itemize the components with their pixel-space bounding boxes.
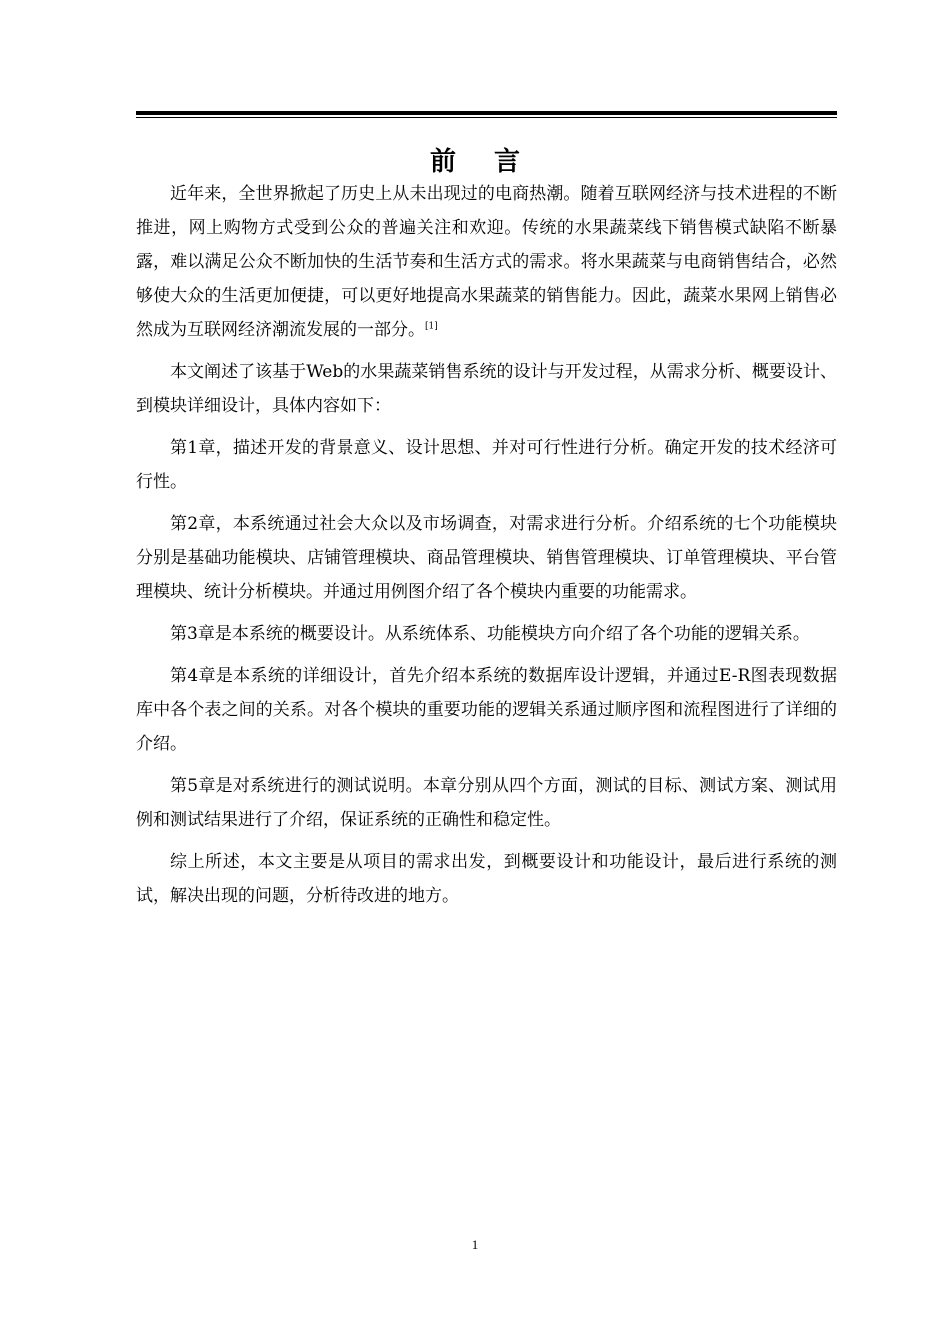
header-rule-thick <box>136 111 837 115</box>
paragraph-7: 第5章是对系统进行的测试说明。本章分别从四个方面，测试的目标、测试方案、测试用例和测试结果进行了介绍，保证系统的正确性和稳定性。 <box>136 776 837 830</box>
document-body <box>136 175 837 913</box>
paragraph-5: 第3章是本系统的概要设计。从系统体系、功能模块方向介绍了各个功能的逻辑关系。 <box>170 624 810 644</box>
paragraph-2: 本文阐述了该基于Web的水果蔬菜销售系统的设计与开发过程，从需求分析、概要设计、到模块详细设计，具体内容如下： <box>136 362 837 416</box>
header-rule <box>136 111 837 118</box>
citation-marker: [1] <box>425 321 438 332</box>
paragraph-3: 第1章，描述开发的背景意义、设计思想、并对可行性进行分析。确定开发的技术经济可行性。 <box>136 438 837 492</box>
header-rule-thin <box>136 117 837 118</box>
paragraph-4: 第2章，本系统通过社会大众以及市场调查，对需求进行分析。介绍系统的七个功能模块分别是基础功能模块、店铺管理模块、商品管理模块、销售管理模块、订单管理模块、平台管理模块、统计分析模块。并通过用例图介绍了各个模块内重要的功能需求。 <box>136 514 837 602</box>
page-number: 1 <box>471 1237 479 1252</box>
paragraph-6: 第4章是本系统的详细设计，首先介绍本系统的数据库设计逻辑，并通过E-R图表现数据库中各个表之间的关系。对各个模块的重要功能的逻辑关系通过顺序图和流程图进行了详细的介绍。 <box>136 666 837 754</box>
paragraph-1-text: 近年来，全世界掀起了历史上从未出现过的电商热潮。随着互联网经济与技术进程的不断推进，网上购物方式受到公众的普遍关注和欢迎。传统的水果蔬菜线下销售模式缺陷不断暴露，难以满足公众不断加快的生活节奏和生活方式的需求。将水果蔬菜与电商销售结合，必然够使大众的生活更加便捷，可以更好地提高水果蔬菜的销售能力。因此，蔬菜水果网上销售必然成为互联网经济潮流发展的一部分。 <box>136 184 837 340</box>
paragraph-8: 综上所述，本文主要是从项目的需求出发，到概要设计和功能设计，最后进行系统的测试，解决出现的问题，分析待改进的地方。 <box>136 852 837 906</box>
page-title-char-1: 前 <box>429 147 456 177</box>
paragraph-1 <box>136 175 837 347</box>
page-title-char-2: 言 <box>494 147 521 177</box>
